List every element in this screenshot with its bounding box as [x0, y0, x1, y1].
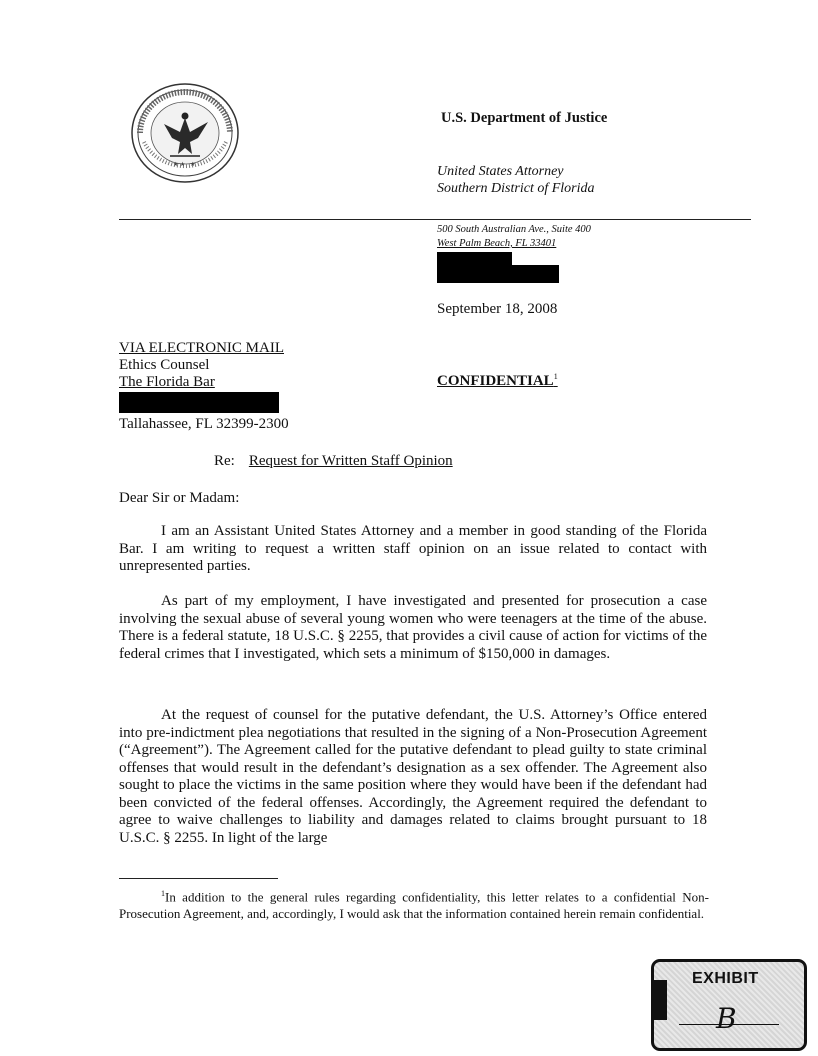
- exhibit-handwritten-letter: B: [716, 1002, 737, 1035]
- redaction-box: [437, 252, 512, 266]
- exhibit-sticker: [651, 959, 807, 1051]
- office-district: Southern District of Florida: [437, 181, 595, 196]
- doj-seal-logo: [130, 82, 240, 184]
- salutation: Dear Sir or Madam:: [119, 490, 240, 506]
- department-name: U.S. Department of Justice: [441, 110, 608, 126]
- recipient-city: Tallahassee, FL 32399-2300: [119, 416, 289, 432]
- recipient-organization: The Florida Bar: [119, 374, 215, 390]
- address-street: 500 South Australian Ave., Suite 400: [437, 224, 591, 235]
- letterhead-divider: [119, 219, 751, 220]
- body-paragraph: At the request of counsel for the putative defendant, the U.S. Attorney’s Office entered into pre-indictment plea negotiations that resulted in the signing of a Non-Prosecution Agreement (“Agreement”). The Agreement called for the putative defendant to plead guilty to state criminal offenses that would result in the defendant’s designation as a sex offender. The Agreement also sought to place the victims in the same position where they would have been if the defendant had been convicted of the federal offenses. Accordingly, the Agreement required the defendant to agree to waive challenges to liability and damages related to claims brought pursuant to 18 U.S.C. § 2255. In light of the large: [119, 707, 707, 846]
- recipient-title: Ethics Counsel: [119, 357, 210, 373]
- exhibit-tab-mark: [651, 980, 667, 1020]
- address-city: West Palm Beach, FL 33401: [437, 238, 557, 249]
- footnote: $^1$In addition to the general rules regarding confidentiality, this letter relates to a confidential Non-Prosecution Agreement, and, accordingly, I would ask that the information contained herein remain confidential.: [119, 889, 709, 921]
- delivery-method: VIA ELECTRONIC MAIL: [119, 340, 284, 356]
- body-paragraph: As part of my employment, I have investigated and presented for prosecution a case involving the sexual abuse of several young women who were teenagers at the time of the abuse. There is a federal statute, 18 U.S.C. § 2255, that provides a civil cause of action for victims of the federal crimes that I investigated, which sets a minimum of $150,000 in damages.: [119, 593, 707, 662]
- exhibit-signature-line: [679, 1024, 779, 1025]
- subject-line: Re: Request for Written Staff Opinion: [214, 453, 453, 469]
- redaction-box: [437, 265, 559, 283]
- body-paragraph: I am an Assistant United States Attorney and a member in good standing of the Florida Bar. I am writing to request a written staff opinion on an issue related to contact with unrepresented parties.: [119, 523, 707, 574]
- redaction-box: [119, 392, 279, 413]
- confidential-marking: CONFIDENTIAL$^1$: [437, 372, 558, 389]
- exhibit-label: EXHIBIT: [692, 970, 759, 987]
- office-title: United States Attorney: [437, 164, 564, 179]
- letter-date: September 18, 2008: [437, 301, 558, 317]
- footnote-divider: [119, 878, 278, 879]
- svg-text:★: ★: [190, 162, 196, 168]
- svg-text:★ ★: ★ ★: [173, 162, 186, 168]
